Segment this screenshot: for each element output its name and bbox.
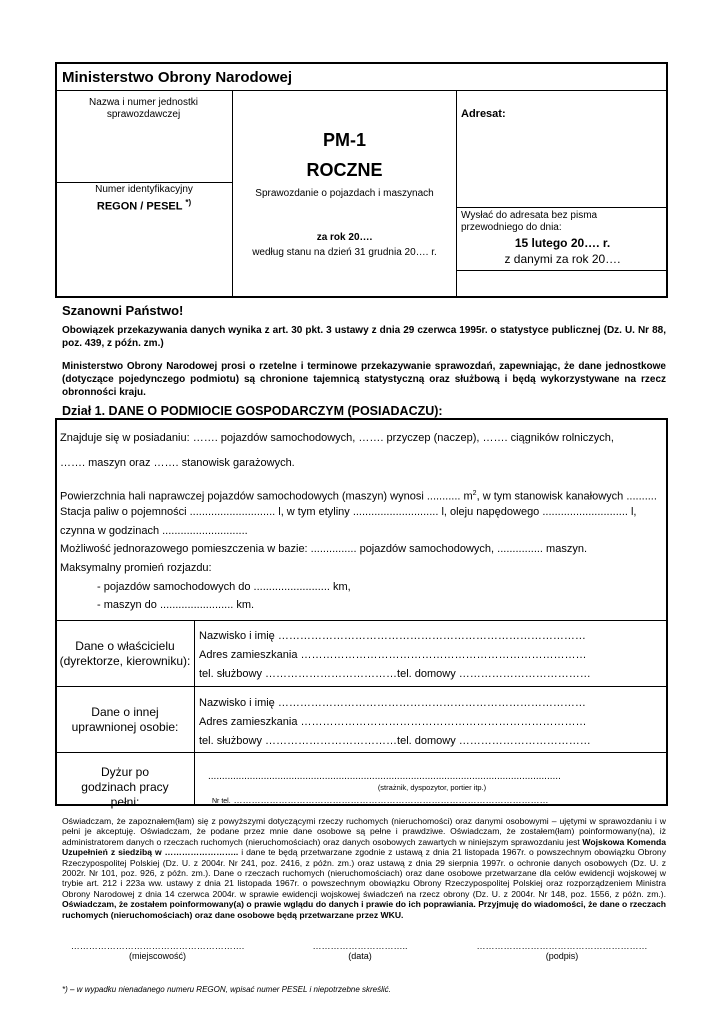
capacity-line: Możliwość jednorazowego pomieszczenia w bazie: ............... pojazdów samochodowych, ............... maszyn. [60,543,588,555]
radius-vehicles: - pojazdów samochodowych do ......................... km, [97,581,351,593]
duty-phone-dots: …………………………………………………………………………………………… [233,795,549,805]
fuel-station-line: Stacja paliw o pojemności ............................ l, w tym etyliny ............................ l, oleju napędowego ............................ l, [60,506,637,518]
place-dots: …………………………………………………. [70,941,245,951]
deadline-sub: z danymi za rok 20…. [504,252,621,266]
send-line-1: Wysłać do adresata bez pisma [461,210,598,221]
regon-text: REGON / PESEL [96,200,183,213]
right-cell-divider-2 [456,270,668,271]
duty-phone-label: Nr tel. [212,798,231,805]
contact-divider-mid [55,686,668,687]
duty-caption: (strażnik, dyspozytor, portier itp.) [377,783,487,792]
regon-label [60,196,228,214]
form-frequency: ROCZNE [306,160,383,180]
duty-phone [212,794,548,808]
contact-vline [194,620,195,806]
other-address: Adres zamieszkania …………………………………………………………………… [199,716,587,728]
header-divider [55,90,668,91]
ministry-request: Ministerstwo Obrony Narodowej prosi o rzetelne i terminowe przekazywanie sprawozdań, zapewniając, że dane jednostkowe (dotyczące pojedynczego podmiotu) są chronione tajemnicą statystyczną oraz służbową i będą wykorzystywane na rzecz obronności kraju. [62,361,666,398]
header-vline-2 [456,90,457,298]
duty-dots: ............................................................................................................................... [208,771,561,782]
footnote: *) – w wypadku nienadanego numeru REGON, wpisać numer PESEL i niepotrzebne skreślić. [62,985,391,994]
other-person-label: Dane o innej uprawnionej osobie: [71,705,179,734]
duty-label: Dyżur po godzinach pracy pełni: [81,765,169,809]
declaration-ending: Oświadczam, że zostałem poinformowany(a) o prawie wglądu do danych i prawie do ich poprawiania. Przyjmuję do wiadomości, że dane o rzeczach ruchomych (nieruchomościach) oraz dane osobowe będą przetwarzane przez WKU. [62,899,666,920]
hall-area-channels: , w tym stanowisk kanałowych .......... [476,490,657,503]
legal-duty: Obowiązek przekazywania danych wynika z art. 30 pkt. 3 ustawy z dnia 29 czerwca 1995r. o statystyce publicznej (Dz. U. Nr 88, poz. 439, z późn. zm.) [62,325,666,349]
assets-line-2: ……. maszyn oraz ……. stanowisk garażowych. [60,457,295,469]
declaration-text-2: i dane te będą przetwarzane zgodnie z ustawą z dnia 21 listopada 1967r. o powszechnym obowiązku Obrony Rzeczypospolitej Polskiej (Dz. U. z 2004r. Nr 241, poz. 2416, z późn. zm.) oraz ustawą z dnia 29 sierpnia 1997r. o ochronie danych osobowych (Dz. U. z 2002r. Nr 101, poz. 926, z późn. zm.). Dane o rzeczach ruchomych (nieruchomościach) oraz dane osobowe przetwarzane dla celów ewidencji wojskowej w trybie art. 212 i 223a ww. ustawy z dnia 21 listopada 1967r. o powszechnym obowiązku Obrony Rzeczypospolitej Polskiej oraz rozporządzeniem Ministra Obrony Narodowej z dnia 14 czerwca 2004r. w sprawie ewidencji wojskowej świadczeń na rzecz obrony (Dz. U. z 2004r. Nr 148, poz. 1556, z późn. zm.). [62,847,666,899]
owner-address: Adres zamieszkania …………………………………………………………………… [199,649,587,661]
year-line: za rok 20…. [316,232,373,243]
form-code: PM-1 [322,130,366,150]
place-label: (miejscowość) [128,951,186,961]
deadline: 15 lutego 20…. r. [514,236,611,250]
hall-area-line [60,487,657,504]
radius-label: Maksymalny promień rozjazdu: [60,562,212,574]
signature-label: (podpis) [545,951,579,961]
section-title: Dział 1. DANE O PODMIOCIE GOSPODARCZYM (POSIADACZU): [62,404,443,418]
date-label: (data) [348,951,372,961]
declaration-text: Oświadczam, że zapoznałem(łam) się z powyższymi dotyczącymi rzeczy ruchomych (nieruchomości) oraz danymi osobowymi – ujętymi w sprawozdaniu i w pełni je akceptuję. Oświadczam, że podane przez mnie dane osobowe są pełne i prawdziwe. Oświadczam, że zostałem(łam) poinformowany(na), iż administratorem danych o rzeczach ruchomych (nieruchomościach) oraz danych osobowych zawartych w niniejszym sprawozdaniu jest [62,816,666,847]
regon-note: *) [185,198,192,207]
ministry-title: Ministerstwo Obrony Narodowej [62,69,293,86]
contact-divider-top [55,620,668,621]
fuel-hours-line: czynna w godzinach ............................ [60,525,248,537]
right-cell-divider-1 [456,207,668,208]
owner-name: Nazwisko i imię ………………………………………………………………………… [199,630,586,642]
hall-area-text: Powierzchnia hali naprawczej pojazdów samochodowych (maszyn) wynosi ........... m [60,490,473,503]
contact-divider-bottom [55,752,668,753]
state-line: według stanu na dzień 31 grudnia 20…. r. [252,247,437,258]
form-description: Sprawozdanie o pojazdach i maszynach [255,188,434,199]
left-cell-divider [55,182,232,183]
send-line-2: przewodniego do dnia: [461,222,562,233]
declaration-unit: Wojskowa Komenda Uzupełnień z siedzibą w …………………….. [62,836,666,858]
addressee-label: Adresat: [461,108,506,120]
hall-area-unit: 2 [472,490,477,497]
owner-label: Dane o właścicielu (dyrektorze, kierowniku): [59,639,191,668]
unit-name-label: Nazwa i numer jednostki sprawozdawczej [89,97,198,120]
signature-dots: ………………………………………………… [476,941,648,951]
other-name: Nazwisko i imię ………………………………………………………………………… [199,697,586,709]
radius-machines: - maszyn do ........................ km. [97,599,255,611]
declaration [62,816,666,920]
other-phone: tel. służbowy ………………………………tel. domowy ……………………………… [199,735,591,747]
greeting: Szanowni Państwo! [62,303,184,318]
owner-phone: tel. służbowy ………………………………tel. domowy ……………………………… [199,668,591,680]
date-dots: ………………………….. [312,941,408,951]
assets-line-1: Znajduje się w posiadaniu: ……. pojazdów samochodowych, ……. przyczep (naczep), ……. ciągników rolniczych, [60,432,614,444]
id-label: Numer identyfikacyjny [95,184,193,195]
